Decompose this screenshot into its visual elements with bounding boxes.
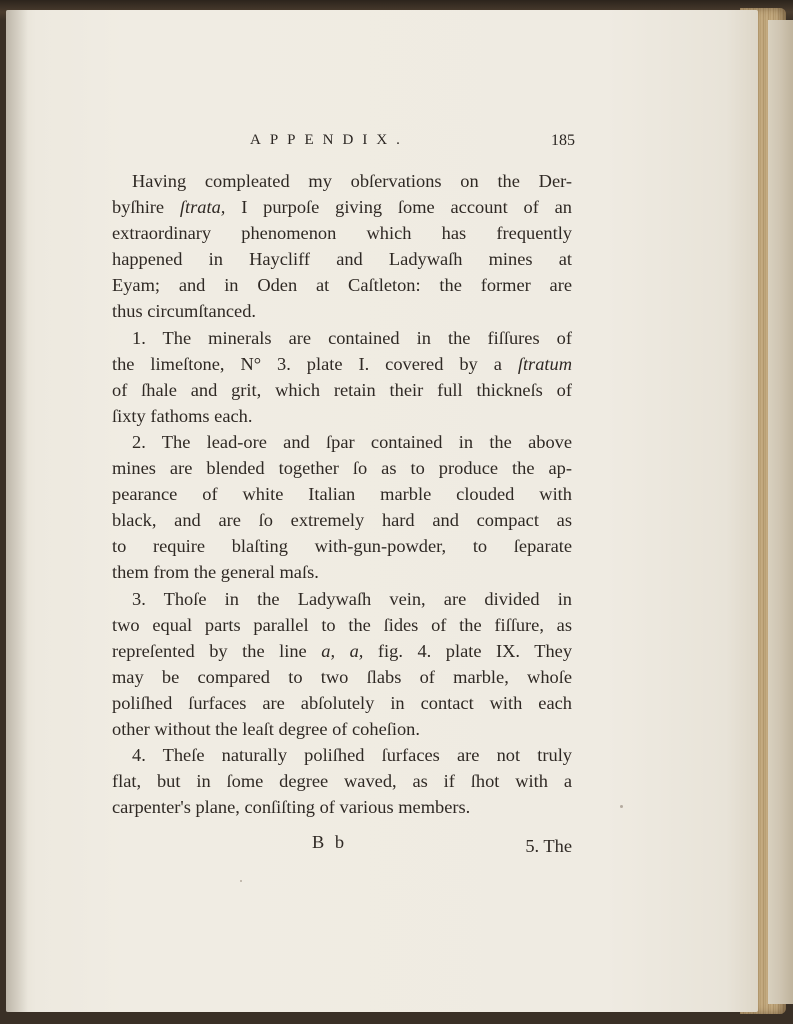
text-line: Eyam; and in Oden at Caſtleton: the former are bbox=[112, 275, 572, 296]
text-line: flat, but in ſome degree waved, as if ſhot with a bbox=[112, 771, 572, 792]
text-line: repreſented by the line a, a, fig. 4. plate IX. They bbox=[112, 640, 573, 661]
italic-text: a, a, bbox=[321, 640, 364, 661]
italic-text: ſtratum bbox=[517, 353, 572, 374]
text-line: ſixty fathoms each. bbox=[112, 405, 253, 426]
gutter-shadow bbox=[6, 10, 28, 1012]
paper-speck bbox=[620, 805, 623, 808]
text-line: 3. Thoſe in the Ladywaſh vein, are divided in bbox=[132, 588, 572, 609]
text-line: extraordinary phenomenon which has frequently bbox=[112, 223, 572, 244]
body-text bbox=[112, 168, 572, 820]
text-line: Having compleated my obſervations on the Der- bbox=[132, 171, 572, 191]
page-number: 185 bbox=[551, 132, 575, 149]
catchword: 5. The bbox=[525, 836, 572, 856]
page-header bbox=[250, 132, 575, 156]
italic-text: ſtrata, bbox=[179, 197, 226, 218]
text-line: mines are blended together ſo as to produce the ap- bbox=[112, 458, 572, 479]
text-line: two equal parts parallel to the ſides of the fiſſure, as bbox=[112, 614, 572, 635]
text-line: carpenter's plane, conſiſting of various members. bbox=[112, 797, 471, 818]
text-line: 4. Theſe naturally poliſhed ſurfaces are not truly bbox=[132, 745, 572, 766]
text-line: to require blaſting with-gun-powder, to ſeparate bbox=[112, 536, 572, 557]
signature-mark: B b bbox=[312, 832, 348, 852]
text-line: of ſhale and grit, which retain their full thickneſs of bbox=[112, 379, 572, 400]
page-edge-outer bbox=[768, 20, 793, 1004]
text-line: poliſhed ſurfaces are abſolutely in contact with each bbox=[112, 692, 572, 713]
paper-speck bbox=[240, 880, 242, 882]
running-head: APPENDIX. bbox=[250, 132, 409, 148]
text-line: the limeſtone, N° 3. plate I. covered by a ſtratum bbox=[112, 353, 572, 374]
text-line: them from the general maſs. bbox=[112, 562, 319, 583]
text-line: black, and are ſo extremely hard and compact as bbox=[112, 510, 572, 531]
text-line: 2. The lead-ore and ſpar contained in the above bbox=[132, 431, 572, 452]
text-line: thus circumſtanced. bbox=[112, 301, 257, 322]
text-line: pearance of white Italian marble clouded with bbox=[112, 484, 572, 505]
text-line: may be compared to two ſlabs of marble, whoſe bbox=[112, 666, 572, 687]
text-line: 1. The minerals are contained in the fiſſures of bbox=[132, 327, 572, 348]
text-line: byſhire ſtrata, I purpoſe giving ſome account of an bbox=[112, 197, 572, 218]
page-footer bbox=[112, 832, 572, 858]
text-line: other without the leaſt degree of coheſion. bbox=[112, 718, 420, 739]
text-line: happened in Haycliff and Ladywaſh mines at bbox=[112, 249, 572, 270]
